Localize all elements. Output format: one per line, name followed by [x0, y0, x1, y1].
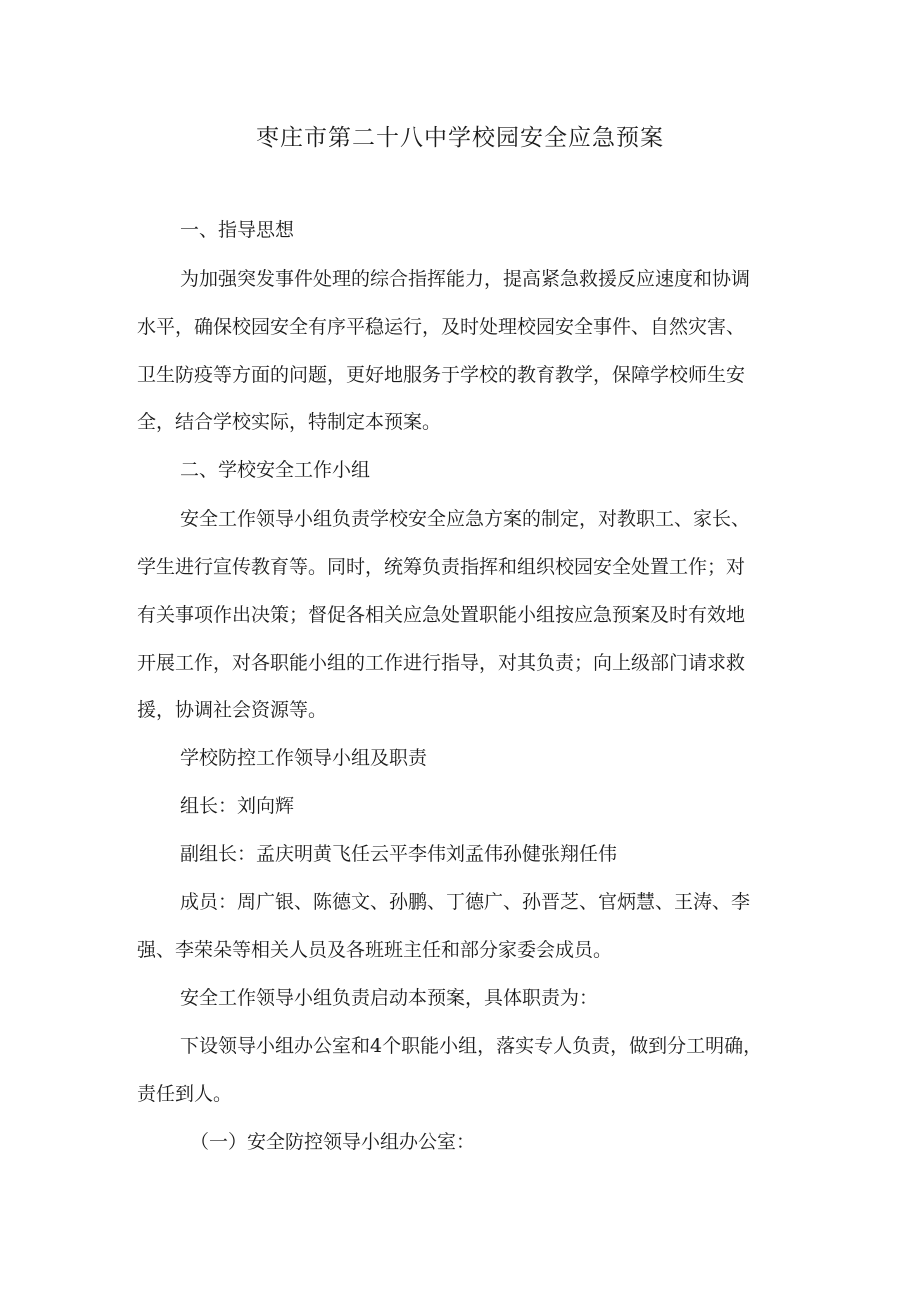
paragraph-line: 援，协调社会资源等。 [137, 699, 328, 721]
section-heading-office: （一）安全防控领导小组办公室： [190, 1131, 476, 1153]
paragraph-line: 责任到人。 [137, 1083, 233, 1105]
paragraph-line: 卫生防疫等方面的问题，更好地服务于学校的教育教学，保障学校师生安 [137, 364, 746, 386]
members-line-continued: 强、李荣朵等相关人员及各班班主任和部分家委会成员。 [137, 939, 613, 961]
paragraph-line: 有关事项作出决策；督促各相关应急处置职能小组按应急预案及时有效地 [137, 604, 746, 626]
paragraph-line: 全，结合学校实际，特制定本预案。 [137, 411, 442, 433]
paragraph-line: 水平，确保校园安全有序平稳运行，及时处理校园安全事件、自然灾害、 [137, 316, 746, 338]
document-title: 枣庄市第二十八中学校园安全应急预案 [256, 125, 664, 151]
heading-guiding-ideology: 一、指导思想 [180, 219, 295, 241]
deputy-leaders-line: 副组长：孟庆明黄飞任云平李伟刘孟伟孙健张翔任伟 [180, 843, 618, 865]
paragraph-line: 安全工作领导小组负责学校安全应急方案的制定，对教职工、家长、 [180, 508, 751, 530]
group-leader-line: 组长：刘向辉 [180, 795, 295, 817]
subheading-leadership-group: 学校防控工作领导小组及职责 [180, 747, 428, 769]
paragraph-line: 开展工作，对各职能小组的工作进行指导，对其负责；向上级部门请求救 [137, 652, 746, 674]
paragraph-line: 为加强突发事件处理的综合指挥能力，提高紧急救援反应速度和协调 [180, 268, 751, 290]
members-line: 成员：周广银、陈德文、孙鹏、丁德广、孙晋芝、官炳慧、王涛、李 [180, 891, 751, 913]
paragraph-line: 学生进行宣传教育等。同时，统筹负责指挥和组织校园安全处置工作；对 [137, 556, 746, 578]
heading-safety-group: 二、学校安全工作小组 [180, 459, 371, 481]
paragraph-line: 下设领导小组办公室和4个职能小组，落实专人负责，做到分工明确， [180, 1035, 763, 1057]
paragraph-line: 安全工作领导小组负责启动本预案，具体职责为： [180, 987, 599, 1009]
